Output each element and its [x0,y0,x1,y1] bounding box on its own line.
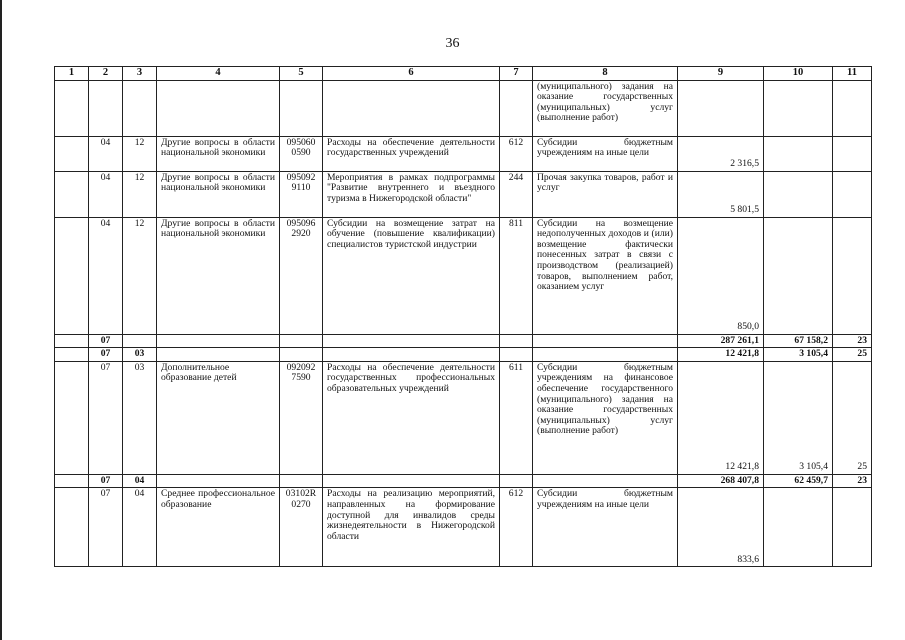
table-row [55,488,872,567]
cell-kind-desc: (муниципального) задания на оказание государственных (муниципальных) услуг (выполнение работ) [533,80,678,136]
cell-amount: 268 407,8 [678,474,764,488]
cell-target-code: 092092 7590 [280,361,323,474]
column-header-8: 8 [533,67,678,81]
cell-amount2: 67 158,2 [764,334,833,348]
cell-amount2: 3 105,4 [764,361,833,474]
cell-subsection: 03 [123,361,157,474]
cell-expense-desc: Субсидии на возмещение затрат на обучение (повышение квалификации) специалистов туристской индустрии [323,217,500,334]
cell-amount: 2 316,5 [678,136,764,171]
cell-amount2 [764,488,833,567]
cell-amount2: 3 105,4 [764,348,833,362]
cell-name [157,80,280,136]
cell-section: 07 [89,361,123,474]
cell-share: 23 [833,334,872,348]
cell-target-code: 03102R 0270 [280,488,323,567]
cell-name [157,474,280,488]
table-row [55,136,872,171]
cell-kind-desc: Субсидии на возмещение недополученных доходов и (или) возмещение фактически понесенных затрат в связи с производством (реализацией) товаров, выполнением работ, оказанием услуг [533,217,678,334]
page-number: 36 [445,36,460,51]
page-edge-mark [0,0,2,640]
cell-expense-desc: Расходы на обеспечение деятельности государственных профессиональных образовательных учреждений [323,361,500,474]
cell-subsection: 12 [123,217,157,334]
cell-amount: 287 261,1 [678,334,764,348]
cell-name [157,334,280,348]
cell-amount2 [764,80,833,136]
header-row [55,67,872,81]
cell-share [833,488,872,567]
cell-subsection [123,334,157,348]
cell-expense-desc [323,334,500,348]
cell-target-code [280,80,323,136]
cell-kind-code [500,80,533,136]
cell-subsection: 12 [123,136,157,171]
cell-expense-desc [323,474,500,488]
cell-section: 07 [89,474,123,488]
cell-section: 04 [89,217,123,334]
cell-kind-desc: Субсидии бюджетным учреждениям на финансовое обеспечение государственного (муниципального) задания на оказание государственных (муниципальных) услуг (выполнение работ) [533,361,678,474]
table-row [55,171,872,217]
cell-kind-desc [533,334,678,348]
table-row [55,474,872,488]
cell-expense-desc: Мероприятия в рамках подпрограммы "Развитие внутреннего и въездного туризма в Нижегородской области" [323,171,500,217]
cell-share: 25 [833,348,872,362]
cell-subsection: 04 [123,474,157,488]
cell-target-code [280,348,323,362]
cell-expense-desc [323,348,500,362]
cell-share [833,136,872,171]
cell-target-code: 095096 2920 [280,217,323,334]
cell-share: 25 [833,361,872,474]
cell-kind-code: 612 [500,136,533,171]
cell-col1 [55,488,89,567]
cell-kind-code: 244 [500,171,533,217]
cell-col1 [55,80,89,136]
cell-target-code [280,334,323,348]
cell-kind-desc: Субсидии бюджетным учреждениям на иные цели [533,136,678,171]
cell-kind-code: 612 [500,488,533,567]
cell-col1 [55,136,89,171]
cell-section: 07 [89,334,123,348]
cell-name: Среднее профессиональное образование [157,488,280,567]
table-row [55,217,872,334]
cell-section: 07 [89,488,123,567]
cell-name: Другие вопросы в области национальной экономики [157,217,280,334]
column-header-4: 4 [157,67,280,81]
cell-kind-desc: Прочая закупка товаров, работ и услуг [533,171,678,217]
cell-col1 [55,334,89,348]
cell-subsection: 03 [123,348,157,362]
cell-name: Другие вопросы в области национальной экономики [157,171,280,217]
column-header-11: 11 [833,67,872,81]
cell-kind-code [500,348,533,362]
column-header-1: 1 [55,67,89,81]
cell-amount: 12 421,8 [678,361,764,474]
cell-subsection: 04 [123,488,157,567]
table-row [55,348,872,362]
cell-kind-desc: Субсидии бюджетным учреждениям на иные цели [533,488,678,567]
cell-amount: 12 421,8 [678,348,764,362]
cell-amount: 5 801,5 [678,171,764,217]
cell-share [833,80,872,136]
cell-col1 [55,171,89,217]
cell-amount2 [764,171,833,217]
cell-target-code: 095092 9110 [280,171,323,217]
column-header-2: 2 [89,67,123,81]
cell-col1 [55,348,89,362]
cell-share [833,171,872,217]
cell-amount: 833,6 [678,488,764,567]
cell-kind-desc [533,474,678,488]
cell-col1 [55,361,89,474]
cell-kind-code: 811 [500,217,533,334]
cell-target-code: 095060 0590 [280,136,323,171]
column-header-7: 7 [500,67,533,81]
cell-name: Другие вопросы в области национальной экономики [157,136,280,171]
cell-expense-desc [323,80,500,136]
cell-section [89,80,123,136]
cell-share: 23 [833,474,872,488]
cell-target-code [280,474,323,488]
cell-section: 04 [89,171,123,217]
cell-section: 07 [89,348,123,362]
column-header-6: 6 [323,67,500,81]
cell-kind-code: 611 [500,361,533,474]
table-row [55,361,872,474]
cell-amount [678,80,764,136]
cell-kind-code [500,474,533,488]
cell-amount2 [764,217,833,334]
cell-expense-desc: Расходы на обеспечение деятельности государственных учреждений [323,136,500,171]
cell-expense-desc: Расходы на реализацию мероприятий, направленных на формирование доступной для инвалидов среды жизнедеятельности в Нижегородской области [323,488,500,567]
cell-subsection: 12 [123,171,157,217]
cell-amount2 [764,136,833,171]
cell-name: Дополнительное образование детей [157,361,280,474]
cell-name [157,348,280,362]
column-header-10: 10 [764,67,833,81]
cell-col1 [55,217,89,334]
cell-section: 04 [89,136,123,171]
cell-col1 [55,474,89,488]
cell-kind-desc [533,348,678,362]
table-row [55,334,872,348]
cell-kind-code [500,334,533,348]
cell-amount2: 62 459,7 [764,474,833,488]
column-header-3: 3 [123,67,157,81]
cell-subsection [123,80,157,136]
cell-share [833,217,872,334]
column-header-5: 5 [280,67,323,81]
budget-table [54,66,872,567]
cell-amount: 850,0 [678,217,764,334]
table-row [55,80,872,136]
column-header-9: 9 [678,67,764,81]
